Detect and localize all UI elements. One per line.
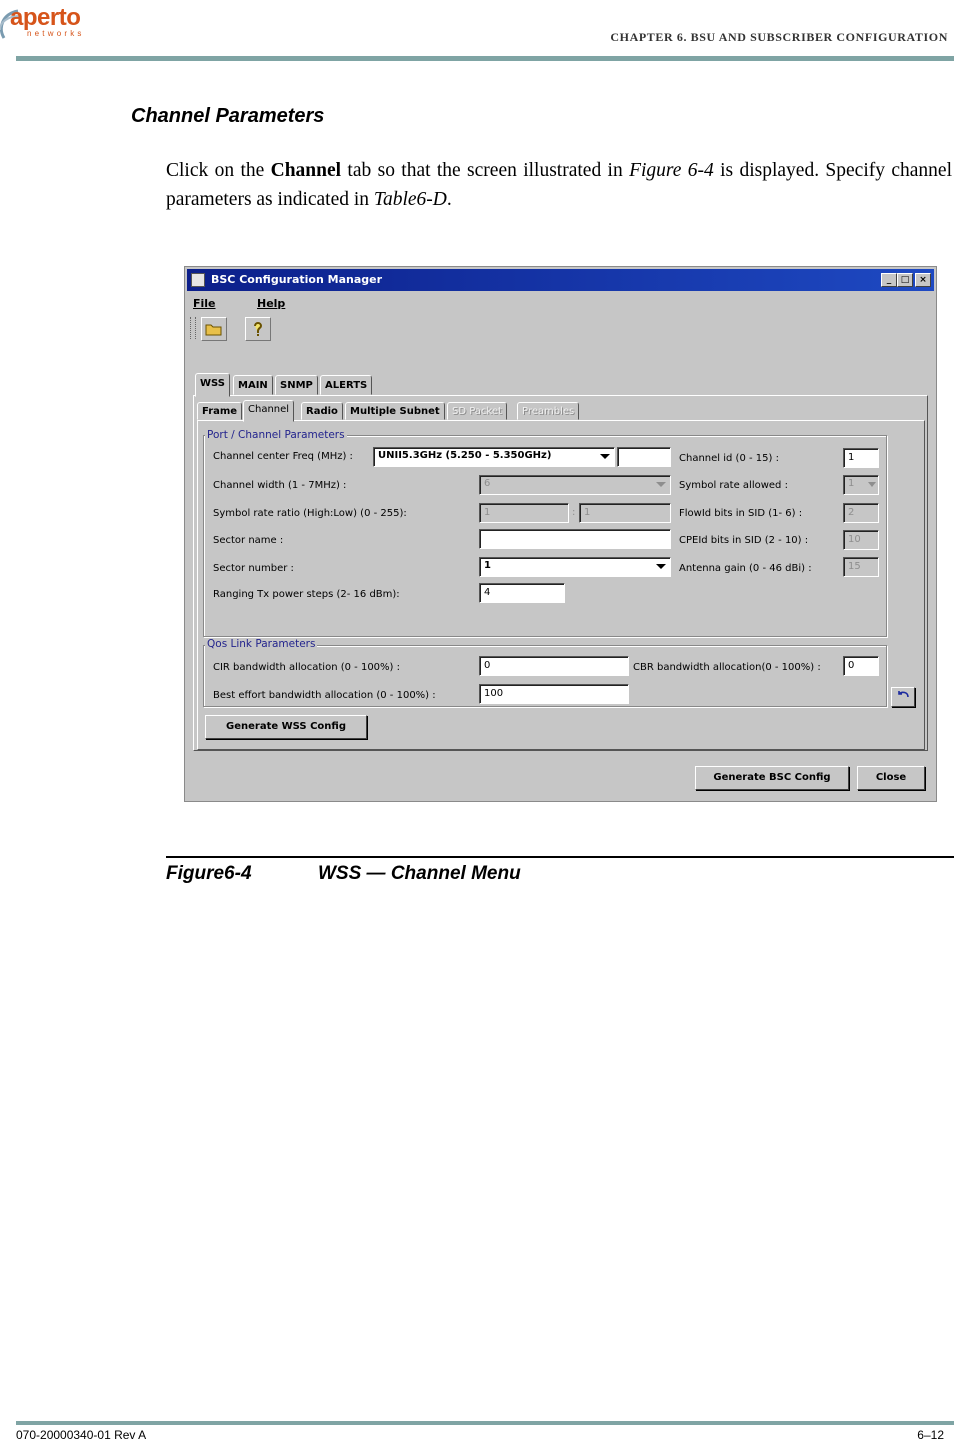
symbol-ratio-low-field: 1 <box>579 503 671 523</box>
aperto-logo <box>0 0 100 44</box>
symbol-ratio-separator: : <box>572 507 576 518</box>
figure-number: Figure6-4 <box>166 863 252 884</box>
chapter-title: CHAPTER 6. BSU AND SUBSCRIBER CONFIGURATION <box>610 30 948 44</box>
cbr-field[interactable]: 0 <box>843 656 879 676</box>
undo-icon[interactable] <box>891 687 915 707</box>
section-heading: Channel Parameters <box>131 105 325 127</box>
header-rule <box>16 56 954 61</box>
chevron-down-icon <box>656 564 666 569</box>
sector-name-label: Sector name : <box>213 535 284 546</box>
close-window-button[interactable]: × <box>915 273 931 287</box>
chevron-down-icon <box>868 482 876 487</box>
ranging-tx-field[interactable]: 4 <box>479 583 565 603</box>
symbol-ratio-high-field: 1 <box>479 503 569 523</box>
footer-rule <box>16 1421 954 1425</box>
page-number: 6–12 <box>917 1428 944 1442</box>
best-effort-label: Best effort bandwidth allocation (0 - 100%) : <box>213 690 436 701</box>
generate-wss-config-button[interactable]: Generate WSS Config <box>205 715 367 739</box>
subtab-channel[interactable]: Channel <box>243 400 294 422</box>
minimize-button[interactable]: _ <box>881 273 897 287</box>
close-button[interactable]: Close <box>857 766 925 790</box>
ranging-tx-label: Ranging Tx power steps (2- 16 dBm): <box>213 589 400 600</box>
sector-number-select[interactable]: 1 <box>479 557 671 577</box>
tab-main[interactable]: MAIN <box>233 375 273 395</box>
document-id: 070-20000340-01 Rev A <box>16 1428 147 1442</box>
antenna-gain-field: 15 <box>843 557 879 577</box>
tab-snmp[interactable]: SNMP <box>275 375 318 395</box>
table-reference[interactable]: Table6-D <box>373 189 447 210</box>
bsc-config-window <box>184 266 937 802</box>
subtab-radio[interactable]: Radio <box>301 402 343 420</box>
subtab-preambles: Preambles <box>517 402 579 420</box>
body-paragraph: Click on the Channel tab so that the screen illustrated in Figure 6-4 is displayed. Specify channel parameters as indicated in Table6-D. <box>166 160 952 210</box>
qos-group-title: Qos Link Parameters <box>207 638 316 650</box>
subtab-multiple-subnet[interactable]: Multiple Subnet <box>345 402 445 420</box>
subtab-frame[interactable]: Frame <box>197 402 242 420</box>
chevron-down-icon <box>656 482 666 487</box>
window-titlebar <box>187 269 934 291</box>
symbol-rate-allowed-select: 1 <box>843 475 879 495</box>
tab-wss[interactable]: WSS <box>195 373 230 397</box>
antenna-gain-label: Antenna gain (0 - 46 dBi) : <box>679 563 812 574</box>
channel-id-label: Channel id (0 - 15) : <box>679 453 779 464</box>
app-icon <box>191 273 205 287</box>
channel-tab-reference: Channel <box>270 160 342 181</box>
channel-width-label: Channel width (1 - 7MHz) : <box>213 480 347 491</box>
center-freq-label: Channel center Freq (MHz) : <box>213 451 353 462</box>
logo-wordmark: aperto <box>10 4 81 31</box>
figure-title: WSS — Channel Menu <box>318 863 521 884</box>
menu-file[interactable]: File <box>193 297 216 310</box>
subtab-sd-packet: SD Packet <box>447 402 507 420</box>
logo-subtext: networks <box>27 29 85 38</box>
symbol-rate-allowed-label: Symbol rate allowed : <box>679 480 788 491</box>
channel-width-select: 6 <box>479 475 671 495</box>
flowid-bits-label: FlowId bits in SID (1- 6) : <box>679 508 803 519</box>
best-effort-field[interactable]: 100 <box>479 684 629 704</box>
cir-label: CIR bandwidth allocation (0 - 100%) : <box>213 662 400 673</box>
chevron-down-icon <box>600 454 610 459</box>
cpeid-bits-field: 10 <box>843 530 879 550</box>
toolbar-grip[interactable] <box>190 317 196 339</box>
figure-rule <box>166 856 954 858</box>
folder-open-icon[interactable] <box>201 317 227 341</box>
sector-name-field[interactable] <box>479 529 671 549</box>
port-channel-group-title: Port / Channel Parameters <box>207 429 345 441</box>
maximize-button[interactable]: □ <box>897 273 913 287</box>
window-title: BSC Configuration Manager <box>211 273 383 286</box>
channel-id-field[interactable]: 1 <box>843 448 879 468</box>
symbol-ratio-label: Symbol rate ratio (High:Low) (0 - 255): <box>213 508 407 519</box>
cpeid-bits-label: CPEId bits in SID (2 - 10) : <box>679 535 809 546</box>
cir-field[interactable]: 0 <box>479 656 629 676</box>
flowid-bits-field: 2 <box>843 503 879 523</box>
sector-number-label: Sector number : <box>213 563 294 574</box>
cbr-label: CBR bandwidth allocation(0 - 100%) : <box>633 662 821 673</box>
tab-alerts[interactable]: ALERTS <box>320 375 372 395</box>
figure-reference[interactable]: Figure 6-4 <box>629 160 714 181</box>
generate-bsc-config-button[interactable]: Generate BSC Config <box>695 766 849 790</box>
menu-help[interactable]: Help <box>257 297 286 310</box>
center-freq-field[interactable] <box>617 447 671 467</box>
center-freq-select[interactable]: UNII5.3GHz (5.250 - 5.350GHz) <box>373 447 615 467</box>
help-icon[interactable] <box>245 317 271 341</box>
